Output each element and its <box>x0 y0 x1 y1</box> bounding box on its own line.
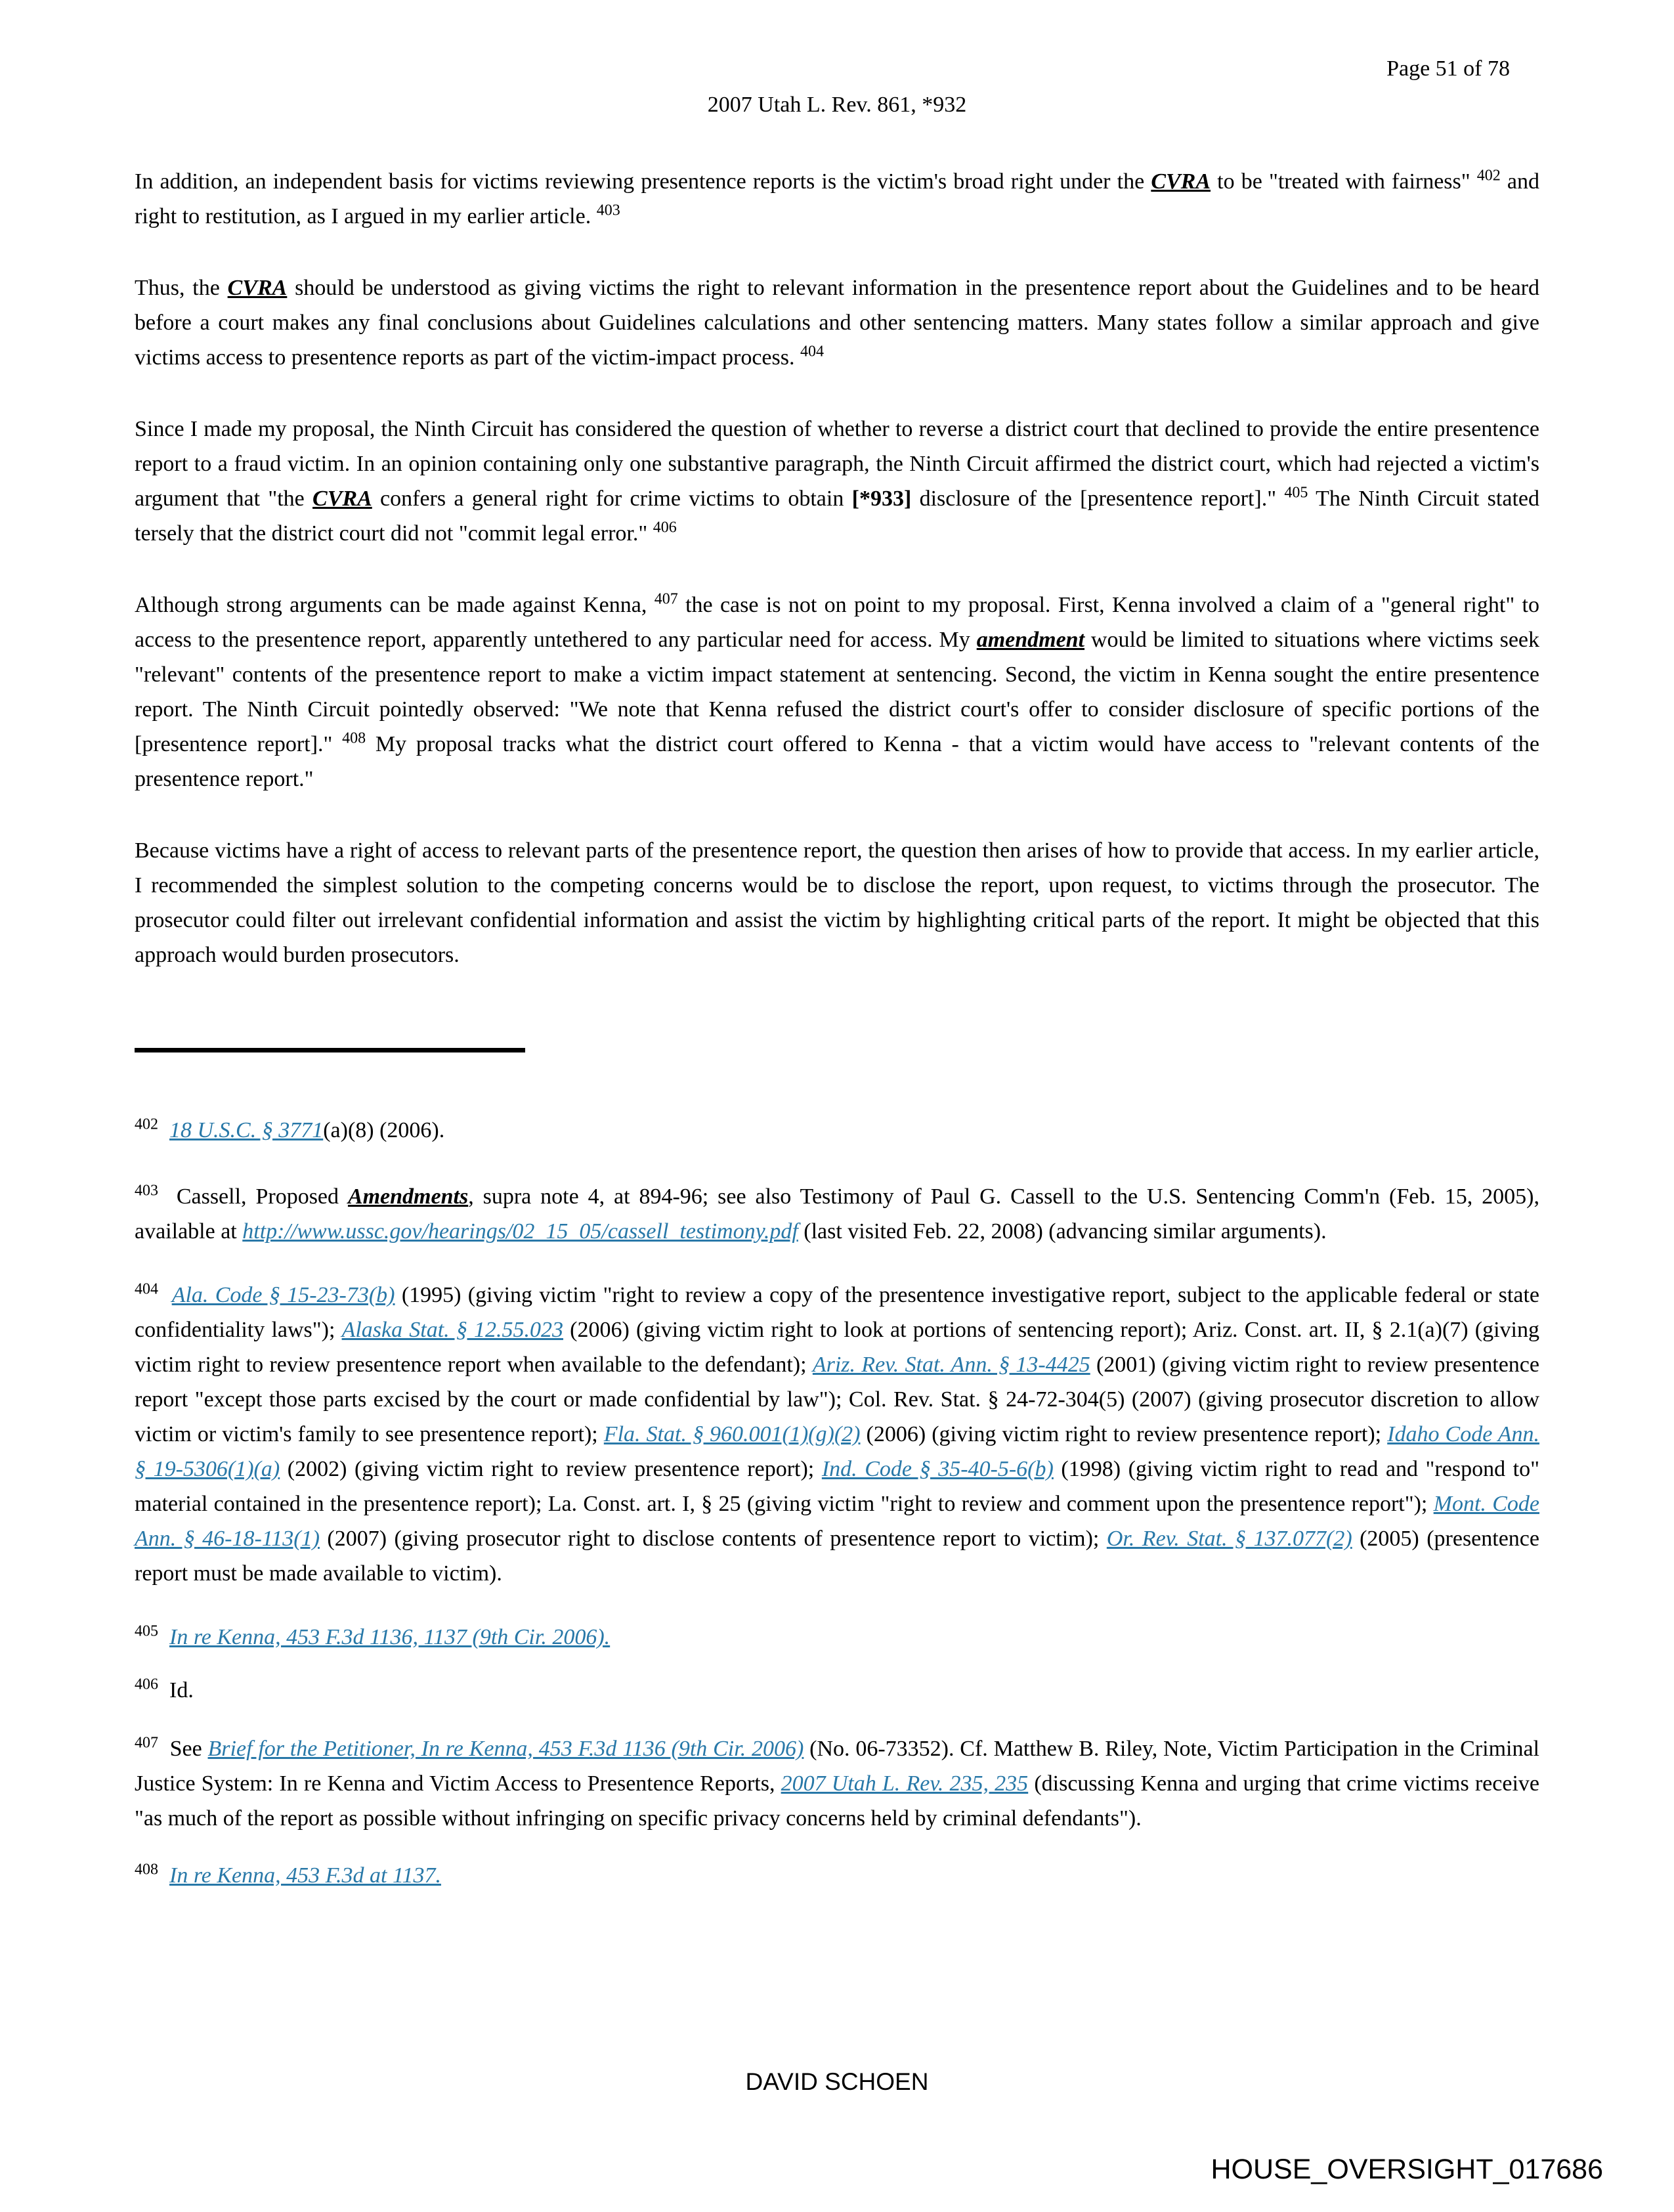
text-run: CVRA <box>1151 169 1211 194</box>
citation-link[interactable]: 2007 Utah L. Rev. 235, 235 <box>781 1771 1029 1796</box>
citation-link[interactable]: Brief for the Petitioner, In re Kenna, 453 F.3d 1136 (9th Cir. 2006) <box>207 1737 804 1761</box>
body-paragraph-5 <box>135 833 1539 972</box>
footnote-ref: 403 <box>135 1182 158 1200</box>
document-citation: 2007 Utah L. Rev. 861, *932 <box>707 93 967 117</box>
text-run: (a)(8) (2006). <box>323 1118 445 1142</box>
text-run: (1995) (giving victim "right to review a copy of the presentence investigative report, subject to the applicable federal or state confidentiality laws"); <box>135 1283 1539 1342</box>
citation-link[interactable]: Ariz. Rev. Stat. Ann. § 13-4425 <box>812 1353 1090 1377</box>
citation-link[interactable]: In re Kenna, 453 F.3d 1136, 1137 (9th Cir. 2006). <box>169 1625 611 1649</box>
text-run <box>158 1625 169 1649</box>
citation-link[interactable]: Ala. Code § 15-23-73(b) <box>171 1283 395 1307</box>
footnote-ref: 406 <box>653 519 677 536</box>
text-run: [*933] <box>851 487 912 511</box>
citation-link[interactable]: Alaska Stat. § 12.55.023 <box>341 1318 564 1342</box>
body-paragraph-4 <box>135 588 1539 796</box>
body-paragraph-2 <box>135 271 1539 375</box>
bates-number: HOUSE_OVERSIGHT_017686 <box>1211 2154 1603 2185</box>
page-number: Page 51 of 78 <box>1386 56 1510 81</box>
footnote-separator <box>135 1048 525 1052</box>
citation-link[interactable]: Or. Rev. Stat. § 137.077(2) <box>1106 1527 1352 1551</box>
footnote-ref: 408 <box>135 1861 158 1878</box>
citation-link[interactable]: 18 U.S.C. § 3771 <box>169 1118 324 1142</box>
text-run: Amendments <box>347 1184 469 1209</box>
text-run: Cassell, Proposed <box>158 1184 348 1209</box>
body-paragraph-1 <box>135 164 1539 234</box>
text-run <box>158 1283 172 1307</box>
text-run: amendment <box>976 628 1085 652</box>
text-run: (No. 06-73352). Cf. Matthew B. Riley, Note, Victim Participation in the Criminal Justice System: In re Kenna and Victim Access to Presentence Reports, <box>135 1737 1539 1796</box>
footnote-ref: 405 <box>1284 484 1308 502</box>
text-run: (2002) (giving victim right to review presentence report); <box>280 1457 822 1481</box>
text-run: (2006) (giving victim right to look at portions of sentencing report); Ariz. Const. art. II, § 2.1(a)(7) (giving victim right to review presentence report when available to the defendant); <box>135 1318 1539 1377</box>
text-run: and right to restitution, as I argued in my earlier article. <box>135 169 1540 228</box>
text-run: Because victims have a right of access to relevant parts of the presentence report, the question then arises of how to provide that access. In my earlier article, I recommended the simplest solution to the competing concerns would be to disclose the report, upon request, to victims through the prosecutor. The prosecutor could filter out irrelevant confidential information and assist the victim by highlighting critical parts of the report. It might be objected that this approach would burden prosecutors. <box>135 838 1539 967</box>
text-run: (discussing Kenna and urging that crime victims receive "as much of the report as possible without infringing on specific privacy concerns held by criminal defendants"). <box>135 1771 1539 1831</box>
text-run: (2007) (giving prosecutor right to disclose contents of presentence report to victim); <box>319 1527 1107 1551</box>
footnote-407 <box>135 1731 1539 1836</box>
text-run: My proposal tracks what the district court offered to Kenna - that a victim would have access to "relevant contents of the presentence report." <box>135 732 1539 791</box>
text-run: disclosure of the [presentence report]." <box>911 487 1285 511</box>
text-run: In addition, an independent basis for victims reviewing presentence reports is the victim's broad right under the <box>135 169 1151 194</box>
footnote-402 <box>135 1113 1539 1148</box>
text-run <box>158 1118 169 1142</box>
footnote-ref: 403 <box>596 202 620 219</box>
footnote-ref: 407 <box>654 590 678 608</box>
footnote-ref: 407 <box>135 1734 158 1752</box>
footnote-ref: 402 <box>135 1116 158 1133</box>
text-run: Since I made my proposal, the Ninth Circuit has considered the question of whether to reverse a district court that declined to provide the entire presentence report to a fraud victim. In an opinion containing only one substantive paragraph, the Ninth Circuit affirmed the district court, which had rejected a victim's argument that "the <box>135 417 1539 511</box>
text-run: (last visited Feb. 22, 2008) (advancing similar arguments). <box>798 1219 1327 1244</box>
text-run: (2006) (giving victim right to review presentence report); <box>860 1422 1388 1446</box>
text-run: Although strong arguments can be made against Kenna, <box>135 593 655 617</box>
footnote-408 <box>135 1858 1539 1893</box>
text-run: (2001) (giving victim right to review presentence report "except those parts excised by the court or made confidential by law"); Col. Rev. Stat. § 24-72-304(5) (2007) (giving prosecutor discretion to allow victim or victim's family to see presentence report); <box>135 1353 1539 1446</box>
text-run: (2005) (presentence report must be made available to victim). <box>135 1527 1539 1586</box>
text-run: , supra note 4, at 894-96; see also Testimony of Paul G. Cassell to the U.S. Sentencing Comm'n (Feb. 15, 2005), available at <box>135 1184 1539 1244</box>
footnote-ref: 405 <box>135 1622 158 1640</box>
footnote-ref: 408 <box>342 729 366 747</box>
text-run: Id. <box>158 1678 194 1702</box>
footnote-406 <box>135 1673 1539 1708</box>
footnote-404 <box>135 1278 1539 1591</box>
text-run: See <box>158 1737 208 1761</box>
citation-link[interactable]: Ind. Code § 35-40-5-6(b) <box>821 1457 1054 1481</box>
footnote-ref: 404 <box>800 343 824 360</box>
text-run: The Ninth Circuit stated tersely that the district court did not "commit legal error." <box>135 487 1539 546</box>
footnote-ref: 404 <box>135 1280 158 1298</box>
citation-link[interactable]: Idaho Code Ann. § 19-5306(1)(a) <box>135 1422 1540 1481</box>
text-run: CVRA <box>227 276 288 300</box>
footnote-ref: 406 <box>135 1676 158 1693</box>
text-run: CVRA <box>312 487 372 511</box>
footnote-ref: 402 <box>1476 167 1501 184</box>
citation-link[interactable]: http://www.ussc.gov/hearings/02_15_05/cassell_testimony.pdf <box>242 1219 798 1244</box>
text-run: would be limited to situations where victims seek "relevant" contents of the presentence report to make a victim impact statement at sentencing. Second, the victim in Kenna sought the entire presentence report. The Ninth Circuit pointedly observed: "We note that Kenna refused the district court's offer to consider disclosure of specific portions of the [presentence report]." <box>135 628 1539 756</box>
text-run: confers a general right for crime victims to obtain <box>372 487 852 511</box>
footnote-405 <box>135 1620 1539 1655</box>
author-name: DAVID SCHOEN <box>745 2068 929 2095</box>
text-run: to be "treated with fairness" <box>1211 169 1477 194</box>
citation-link[interactable]: Mont. Code Ann. § 46-18-113(1) <box>135 1492 1539 1551</box>
citation-link[interactable]: In re Kenna, 453 F.3d at 1137. <box>169 1863 441 1888</box>
text-run: the case is not on point to my proposal. First, Kenna involved a claim of a "general right" to access to the presentence report, apparently untethered to any particular need for access. My <box>135 593 1539 652</box>
citation-link[interactable]: Fla. Stat. § 960.001(1)(g)(2) <box>603 1422 861 1446</box>
text-run: should be understood as giving victims the right to relevant information in the presentence report about the Guidelines and to be heard before a court makes any final conclusions about Guidelines calculations and other sentencing matters. Many states follow a similar approach and give victims access to presentence reports as part of the victim-impact process. <box>135 276 1539 370</box>
page-header <box>135 56 1539 118</box>
footnote-403 <box>135 1179 1539 1249</box>
text-run: Thus, the <box>135 276 228 300</box>
text-run: (1998) (giving victim right to read and "respond to" material contained in the presentence report); La. Const. art. I, § 25 (giving victim "right to review and comment upon the presentence report"); <box>135 1457 1539 1516</box>
text-run <box>158 1863 169 1888</box>
body-paragraph-3 <box>135 412 1539 551</box>
